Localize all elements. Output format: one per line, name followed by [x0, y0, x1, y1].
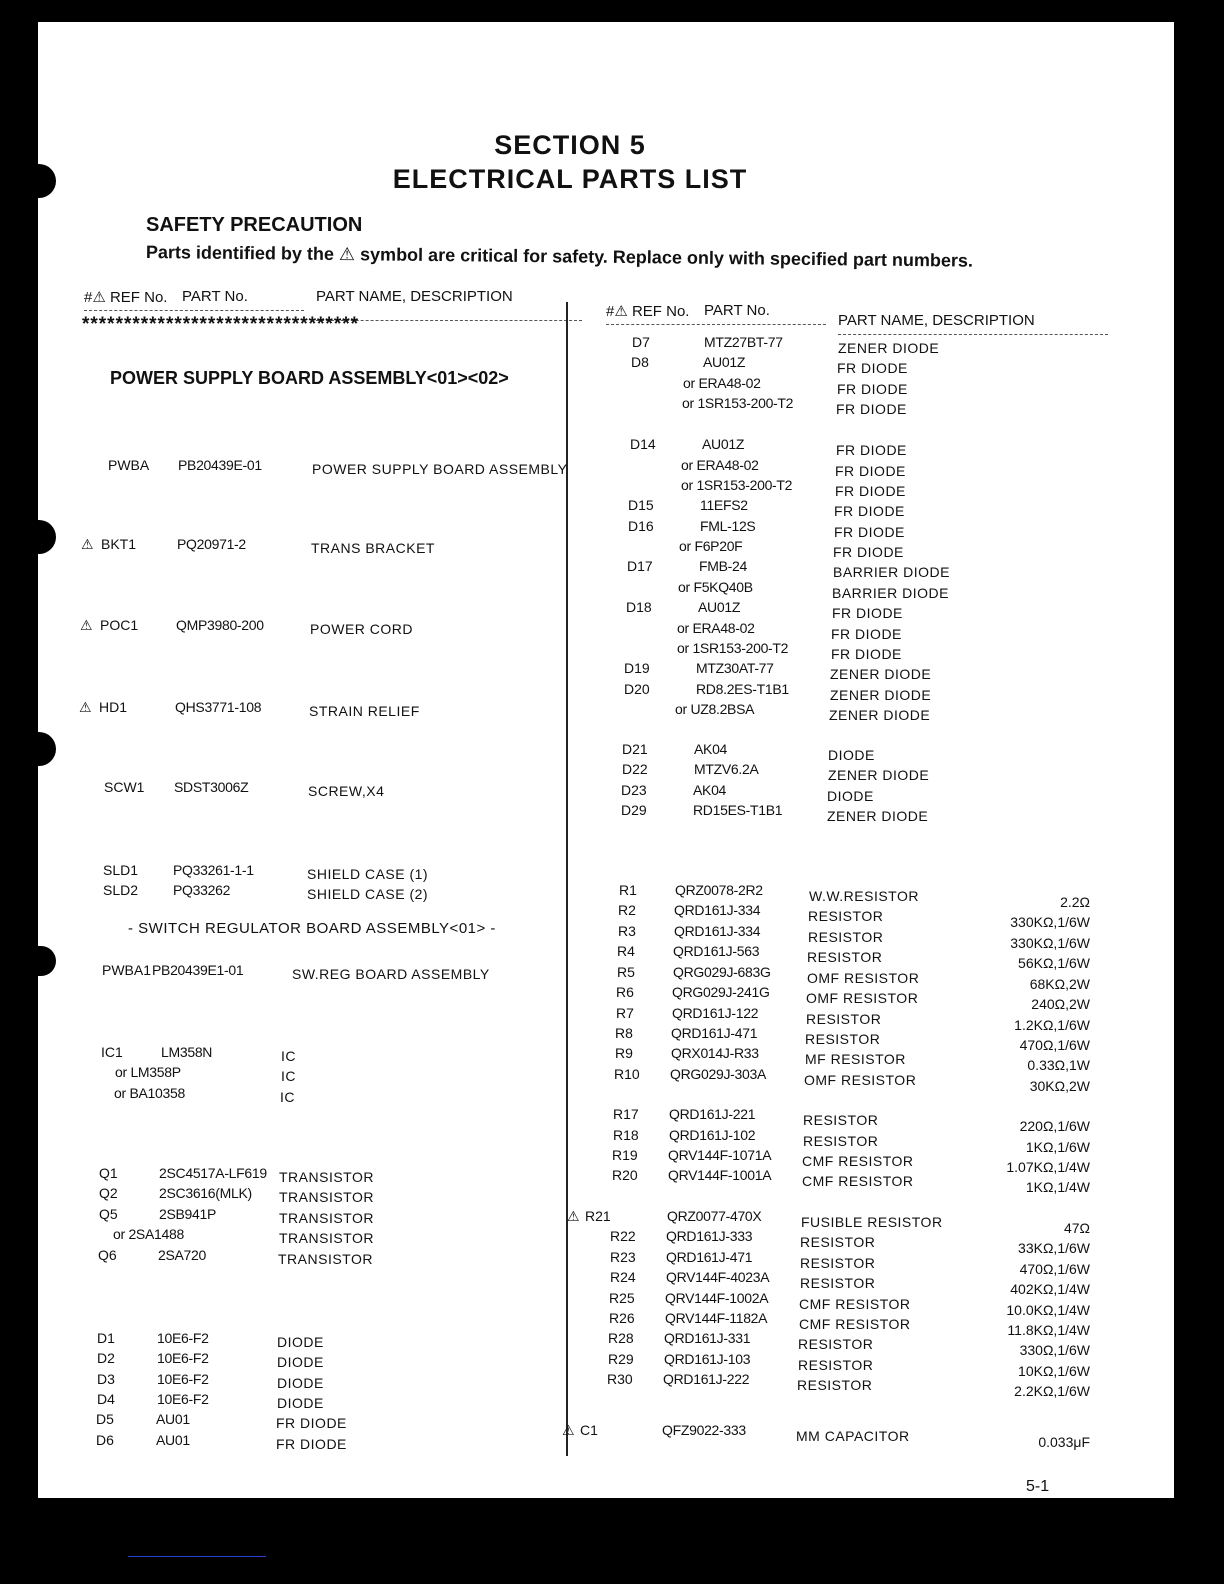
ref-no: R29 [608, 1351, 634, 1367]
part-no: QRD161J-563 [673, 943, 760, 959]
part-no: 10E6-F2 [157, 1330, 209, 1346]
ref-no: R8 [615, 1025, 633, 1041]
part-no: QRD161J-221 [669, 1106, 756, 1122]
warning-triangle-icon: ⚠ [80, 617, 93, 633]
left-column-headers [84, 288, 574, 308]
part-value: 220Ω,1/6W [1019, 1118, 1090, 1134]
header-desc: PART NAME, DESCRIPTION [838, 312, 1035, 329]
ref-no: R30 [607, 1371, 633, 1387]
header-part: PART No. [182, 288, 248, 305]
part-no: QRX014J-R33 [671, 1045, 759, 1061]
ref-no: D4 [97, 1391, 115, 1407]
ref-no: R24 [610, 1269, 636, 1285]
part-value: 47Ω [1063, 1220, 1090, 1236]
warning-triangle-icon: ⚠ [567, 1208, 580, 1224]
stars-separator: ********************************* [82, 314, 360, 335]
ref-no: D23 [621, 782, 647, 798]
ref-no: R6 [616, 984, 634, 1000]
part-description: RESISTOR [800, 1234, 876, 1250]
part-description: OMF RESISTOR [807, 970, 920, 986]
part-description: DIODE [277, 1354, 324, 1370]
part-value: 1KΩ,1/6W [1025, 1139, 1090, 1155]
part-description: BARRIER DIODE [832, 585, 949, 601]
part-value: 30KΩ,2W [1029, 1078, 1090, 1094]
part-no: or UZ8.2BSA [675, 701, 755, 717]
part-no: AK04 [693, 782, 727, 798]
part-description: FR DIODE [834, 524, 905, 540]
ref-no: C1 [580, 1422, 598, 1438]
ref-no: D2 [97, 1350, 115, 1366]
ref-no: Q1 [99, 1165, 118, 1181]
part-no: 11EFS2 [700, 497, 748, 513]
header-underline [838, 334, 1108, 335]
ref-no: Q6 [98, 1247, 117, 1263]
part-value: 2.2Ω [1060, 894, 1090, 910]
header-underline [84, 310, 304, 311]
part-no: or 1SR153-200-T2 [677, 640, 789, 656]
ref-no: R17 [613, 1106, 639, 1122]
part-no: QRD161J-122 [672, 1005, 759, 1021]
part-description: SCREW,X4 [308, 783, 385, 799]
part-no: or 2SA1488 [113, 1226, 184, 1242]
part-value: 1.07KΩ,1/4W [1006, 1159, 1090, 1175]
part-description: RESISTOR [798, 1357, 874, 1373]
part-description: DIODE [277, 1395, 324, 1411]
ref-no: D29 [621, 802, 647, 818]
part-no: QRG029J-241G [672, 984, 770, 1000]
ref-no: Q2 [99, 1185, 118, 1201]
part-value: 470Ω,1/6W [1019, 1261, 1090, 1277]
header-ref: #⚠ REF No. [606, 303, 690, 320]
part-no: AU01 [156, 1432, 190, 1448]
part-description: DIODE [277, 1375, 324, 1391]
ref-no: D3 [97, 1371, 115, 1387]
part-no: AU01Z [703, 354, 746, 370]
part-no: RD8.2ES-T1B1 [696, 681, 789, 697]
ref-no: R3 [618, 923, 636, 939]
part-no: MTZ30AT-77 [696, 660, 774, 676]
part-description: RESISTOR [798, 1336, 874, 1352]
warning-triangle-icon: ⚠ [81, 536, 94, 552]
part-description: FR DIODE [835, 463, 906, 479]
part-description: CMF RESISTOR [802, 1153, 914, 1169]
warning-triangle-icon: ⚠ [338, 244, 356, 265]
part-description: FR DIODE [836, 401, 907, 417]
ref-no: D14 [630, 436, 656, 452]
part-description: RESISTOR [806, 1011, 882, 1027]
part-no: PQ20971-2 [177, 536, 246, 552]
part-no: 2SC4517A-LF619 [159, 1165, 267, 1181]
ref-no: HD1 [99, 699, 128, 715]
part-value: 240Ω,2W [1031, 996, 1090, 1012]
part-value: 68KΩ,2W [1029, 976, 1090, 992]
part-no: QRD161J-103 [664, 1351, 751, 1367]
part-description: MF RESISTOR [805, 1051, 906, 1067]
ref-no: R7 [616, 1005, 634, 1021]
part-description: FR DIODE [837, 360, 908, 376]
ref-no: D21 [622, 741, 648, 757]
part-no: QRV144F-1071A [668, 1147, 772, 1163]
ref-no: R23 [610, 1249, 636, 1265]
ref-no: R25 [609, 1290, 635, 1306]
ref-no: D19 [624, 660, 650, 676]
ref-no: R28 [608, 1330, 634, 1346]
part-description: SHIELD CASE (1) [307, 866, 429, 882]
ref-no: IC1 [101, 1044, 123, 1060]
part-no: or LM358P [115, 1064, 181, 1080]
part-description: TRANSISTOR [279, 1230, 374, 1246]
ref-no: PWBA1 [102, 962, 152, 978]
ref-no: R22 [610, 1228, 636, 1244]
part-no: SDST3006Z [174, 779, 249, 795]
part-description: RESISTOR [800, 1255, 876, 1271]
ref-no: R18 [613, 1127, 639, 1143]
part-description: ZENER DIODE [829, 707, 931, 723]
part-no: QRD161J-471 [671, 1025, 758, 1041]
part-no: 2SA720 [158, 1247, 207, 1263]
part-value: 470Ω,1/6W [1019, 1037, 1090, 1053]
part-description: RESISTOR [803, 1112, 879, 1128]
ref-no: D16 [628, 518, 654, 534]
ref-no: D7 [632, 334, 650, 350]
part-description: CMF RESISTOR [799, 1296, 911, 1312]
part-description: ZENER DIODE [838, 340, 940, 356]
part-description: IC [281, 1068, 296, 1084]
ref-no: R9 [615, 1045, 633, 1061]
part-description: ZENER DIODE [827, 808, 929, 824]
ref-no: Q5 [99, 1206, 118, 1222]
header-underline [606, 324, 826, 325]
part-description: FR DIODE [276, 1415, 347, 1431]
part-description: MM CAPACITOR [796, 1428, 910, 1444]
part-no: PQ33262 [173, 882, 231, 898]
part-description: CMF RESISTOR [799, 1316, 911, 1332]
part-no: QHS3771-108 [175, 699, 262, 715]
part-description: RESISTOR [808, 929, 884, 945]
part-no: AU01Z [702, 436, 745, 452]
part-value: 330KΩ,1/6W [1010, 935, 1090, 951]
ref-no: D18 [626, 599, 652, 615]
ref-no: SCW1 [104, 779, 145, 795]
part-value: 0.033μF [1038, 1434, 1090, 1450]
part-no: LM358N [161, 1044, 213, 1060]
part-no: QRD161J-222 [663, 1371, 750, 1387]
part-description: FR DIODE [831, 626, 902, 642]
ref-no: D1 [97, 1330, 115, 1346]
ref-no: D22 [622, 761, 648, 777]
part-no: PB20439E-01 [178, 457, 262, 473]
part-no: QRD161J-331 [664, 1330, 751, 1346]
ref-no: D6 [96, 1432, 114, 1448]
part-no: QRD161J-102 [669, 1127, 756, 1143]
part-no: QRV144F-1182A [665, 1310, 768, 1326]
part-description: RESISTOR [805, 1031, 881, 1047]
part-description: FR DIODE [837, 381, 908, 397]
part-description: DIODE [828, 747, 875, 763]
part-value: 402KΩ,1/4W [1010, 1281, 1090, 1297]
part-no: or ERA48-02 [681, 457, 759, 473]
part-description: SHIELD CASE (2) [307, 886, 429, 902]
header-desc: PART NAME, DESCRIPTION [316, 288, 513, 305]
ref-no: BKT1 [101, 536, 137, 552]
part-description: FR DIODE [831, 646, 902, 662]
ref-no: D17 [627, 558, 653, 574]
part-description: TRANS BRACKET [311, 540, 435, 556]
part-description: FR DIODE [834, 503, 905, 519]
part-value: 2.2KΩ,1/6W [1014, 1383, 1090, 1399]
document-page [38, 22, 1174, 1498]
part-no: QRZ0077-470X [667, 1208, 762, 1224]
safety-text-before: Parts identified by the [145, 242, 335, 264]
scan-border [0, 1498, 1224, 1584]
part-value: 330Ω,1/6W [1019, 1342, 1090, 1358]
ref-no: SLD2 [103, 882, 139, 898]
ref-no: R5 [617, 964, 635, 980]
ref-no: POC1 [100, 617, 139, 633]
part-no: QRV144F-1002A [665, 1290, 769, 1306]
part-no: QRV144F-4023A [666, 1269, 770, 1285]
ref-no: D20 [624, 681, 650, 697]
part-description: FR DIODE [835, 483, 906, 499]
warning-triangle-icon: ⚠ [562, 1422, 575, 1438]
part-no: AU01 [156, 1411, 190, 1427]
ref-no: R4 [617, 943, 635, 959]
part-no: QRZ0078-2R2 [675, 882, 763, 898]
part-no: or ERA48-02 [677, 620, 755, 636]
part-no: MTZV6.2A [694, 761, 759, 777]
part-no: AU01Z [698, 599, 741, 615]
part-no: PB20439E1-01 [152, 962, 244, 978]
part-no: or ERA48-02 [683, 375, 761, 391]
part-value: 1.2KΩ,1/6W [1014, 1017, 1090, 1033]
part-value: 10.0KΩ,1/4W [1006, 1302, 1090, 1318]
ref-no: D5 [96, 1411, 114, 1427]
part-description: ZENER DIODE [830, 666, 932, 682]
part-description: RESISTOR [800, 1275, 876, 1291]
part-description: TRANSISTOR [278, 1251, 373, 1267]
ref-no: R20 [612, 1167, 638, 1183]
ref-no: D15 [628, 497, 654, 513]
ref-no: D8 [631, 354, 649, 370]
part-value: 330KΩ,1/6W [1010, 914, 1090, 930]
section-title-power-supply: POWER SUPPLY BOARD ASSEMBLY<01><02> [110, 368, 509, 388]
part-no: FML-12S [700, 518, 756, 534]
part-no: or 1SR153-200-T2 [682, 395, 794, 411]
ref-no: R1 [619, 882, 637, 898]
part-description: FR DIODE [832, 605, 903, 621]
header-ref: #⚠ REF No. [84, 289, 168, 306]
ref-no: R2 [618, 902, 636, 918]
warning-triangle-icon: ⚠ [79, 699, 92, 715]
part-value: 11.8KΩ,1/4W [1007, 1322, 1090, 1338]
part-description: CMF RESISTOR [802, 1173, 914, 1189]
ref-no: R10 [614, 1066, 640, 1082]
ref-no: R19 [612, 1147, 638, 1163]
safety-text-after: symbol are critical for safety. Replace only with specified part numbers. [359, 244, 974, 271]
part-description: RESISTOR [803, 1133, 879, 1149]
part-no: AK04 [694, 741, 728, 757]
part-no: 10E6-F2 [157, 1350, 209, 1366]
part-description: RESISTOR [797, 1377, 873, 1393]
part-no: 2SB941P [159, 1206, 217, 1222]
part-description: FUSIBLE RESISTOR [801, 1214, 943, 1230]
ref-no: PWBA [108, 457, 150, 473]
part-description: ZENER DIODE [828, 767, 930, 783]
part-no: or BA10358 [114, 1085, 185, 1101]
part-description: TRANSISTOR [279, 1210, 374, 1226]
part-description: FR DIODE [276, 1436, 347, 1452]
part-description: OMF RESISTOR [806, 990, 919, 1006]
part-value: 33KΩ,1/6W [1018, 1240, 1090, 1256]
part-no: QRD161J-333 [666, 1228, 753, 1244]
part-description: POWER SUPPLY BOARD ASSEMBLY [312, 461, 568, 477]
part-description: TRANSISTOR [279, 1169, 374, 1185]
part-no: 10E6-F2 [157, 1371, 209, 1387]
part-value: 10KΩ,1/6W [1018, 1363, 1090, 1379]
part-no: or F5KQ40B [678, 579, 753, 595]
part-value: 0.33Ω,1W [1027, 1057, 1090, 1073]
page-title: ELECTRICAL PARTS LIST [392, 164, 748, 194]
ref-no: R21 [585, 1208, 611, 1224]
part-description: IC [281, 1048, 296, 1064]
part-no: PQ33261-1-1 [173, 862, 254, 878]
part-no: QRV144F-1001A [668, 1167, 772, 1183]
part-no: MTZ27BT-77 [704, 334, 783, 350]
part-no: 2SC3616(MLK) [159, 1185, 252, 1201]
page-number: 5-1 [1026, 1478, 1050, 1495]
part-description: FR DIODE [833, 544, 904, 560]
part-description: POWER CORD [310, 621, 413, 637]
part-no: QRG029J-303A [670, 1066, 767, 1082]
part-no: QRD161J-334 [674, 923, 761, 939]
part-no: or F6P20F [679, 538, 743, 554]
part-value: 1KΩ,1/4W [1025, 1179, 1090, 1195]
part-description: FR DIODE [836, 442, 907, 458]
part-description: BARRIER DIODE [833, 564, 950, 580]
part-description: IC [280, 1089, 295, 1105]
part-description: STRAIN RELIEF [309, 703, 420, 719]
part-description: TRANSISTOR [279, 1189, 374, 1205]
part-description: OMF RESISTOR [804, 1072, 917, 1088]
part-description: RESISTOR [807, 949, 883, 965]
part-no: or 1SR153-200-T2 [681, 477, 793, 493]
safety-text [146, 242, 1106, 273]
part-no: QRD161J-334 [674, 902, 761, 918]
safety-heading: SAFETY PRECAUTION [146, 214, 363, 236]
ref-no: R26 [609, 1310, 635, 1326]
link-underline [128, 1556, 266, 1557]
section-number: SECTION 5 [494, 130, 646, 160]
header-part: PART No. [704, 302, 770, 319]
part-description: W.W.RESISTOR [809, 888, 919, 904]
part-no: QFZ9022-333 [662, 1422, 746, 1438]
part-value: 56KΩ,1/6W [1018, 955, 1090, 971]
part-description: RESISTOR [808, 908, 884, 924]
part-description: DIODE [827, 788, 874, 804]
ref-no: SLD1 [103, 862, 139, 878]
part-no: FMB-24 [699, 558, 747, 574]
section-title-switch-regulator: - SWITCH REGULATOR BOARD ASSEMBLY<01> - [128, 920, 496, 937]
part-no: QRG029J-683G [673, 964, 771, 980]
part-description: ZENER DIODE [830, 687, 932, 703]
right-column-headers [606, 302, 1106, 329]
part-description: SW.REG BOARD ASSEMBLY [292, 966, 490, 982]
part-no: RD15ES-T1B1 [693, 802, 783, 818]
part-no: QRD161J-471 [666, 1249, 753, 1265]
part-description: DIODE [277, 1334, 324, 1350]
part-no: 10E6-F2 [157, 1391, 209, 1407]
part-no: QMP3980-200 [176, 617, 264, 633]
